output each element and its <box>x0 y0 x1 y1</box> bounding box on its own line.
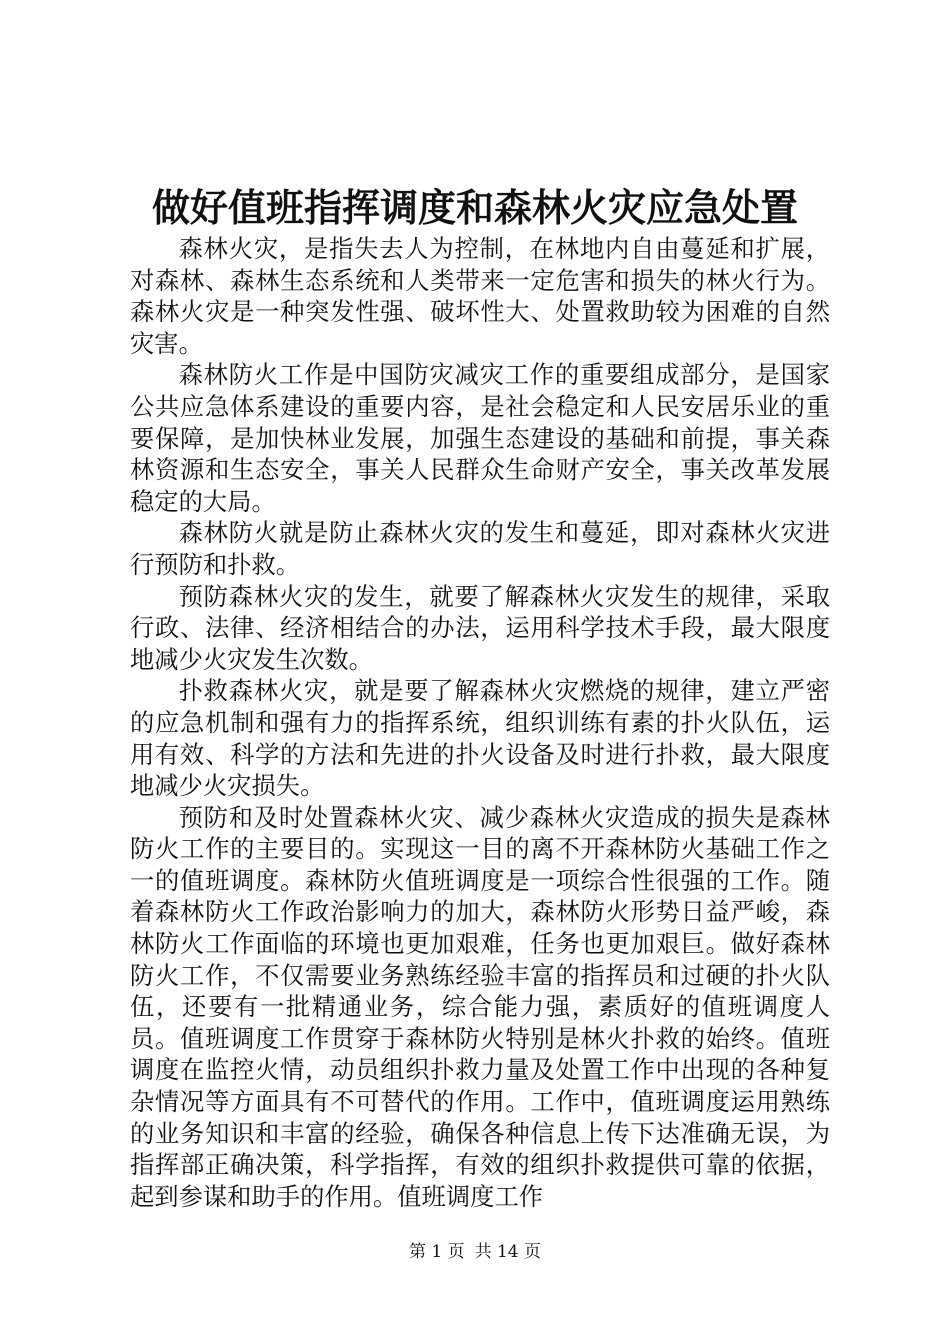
paragraph: 预防森林火灾的发生，就要了解森林火灾发生的规律，采取行政、法律、经济相结合的办法，运用科学技术手段，最大限度地减少火灾发生次数。 <box>130 581 830 674</box>
paragraph: 森林防火工作是中国防灾减灾工作的重要组成部分，是国家公共应急体系建设的重要内容，是社会稳定和人民安居乐业的重要保障，是加快林业发展，加强生态建设的基础和前提，事关森林资源和生态安全，事关人民群众生命财产安全，事关改革发展稳定的大局。 <box>130 360 830 516</box>
paragraph: 森林防火就是防止森林火灾的发生和蔓延，即对森林火灾进行预防和扑救。 <box>130 518 830 579</box>
paragraph: 预防和及时处置森林火灾、减少森林火灾造成的损失是森林防火工作的主要目的。实现这一目的离不开森林防火基础工作之一的值班调度。森林防火值班调度是一项综合性很强的工作。随着森林防火工作政治影响力的加大，森林防火形势日益严峻，森林防火工作面临的环境也更加艰难，任务也更加艰巨。做好森林防火工作，不仅需要业务熟练经验丰富的指挥员和过硬的扑火队伍，还要有一批精通业务，综合能力强，素质好的值班调度人员。值班调度工作贯穿于森林防火特别是林火扑救的始终。值班调度在监控火情，动员组织扑救力量及处置工作中出现的各种复杂情况等方面具有不可替代的作用。工作中，值班调度运用熟练的业务知识和丰富的经验，确保各种信息上传下达准确无误，为指挥部正确决策，科学指挥，有效的组织扑救提供可靠的依据，起到参谋和助手的作用。值班调度工作 <box>130 802 830 1211</box>
document-title: 做好值班指挥调度和森林火灾应急处置 <box>151 185 798 230</box>
page-footer <box>0 1240 950 1264</box>
document-body <box>130 233 830 1212</box>
page-number: 第 1 页 <box>408 1242 465 1262</box>
page-total: 共 14 页 <box>474 1242 542 1262</box>
paragraph: 森林火灾，是指失去人为控制，在林地内自由蔓延和扩展，对森林、森林生态系统和人类带来一定危害和损失的林火行为。森林火灾是一种突发性强、破坏性大、处置救助较为困难的自然灾害。 <box>130 234 830 358</box>
paragraph: 扑救森林火灾，就是要了解森林火灾燃烧的规律，建立严密的应急机制和强有力的指挥系统，组织训练有素的扑火队伍，运用有效、科学的方法和先进的扑火设备及时进行扑救，最大限度地减少火灾损失。 <box>130 676 830 801</box>
